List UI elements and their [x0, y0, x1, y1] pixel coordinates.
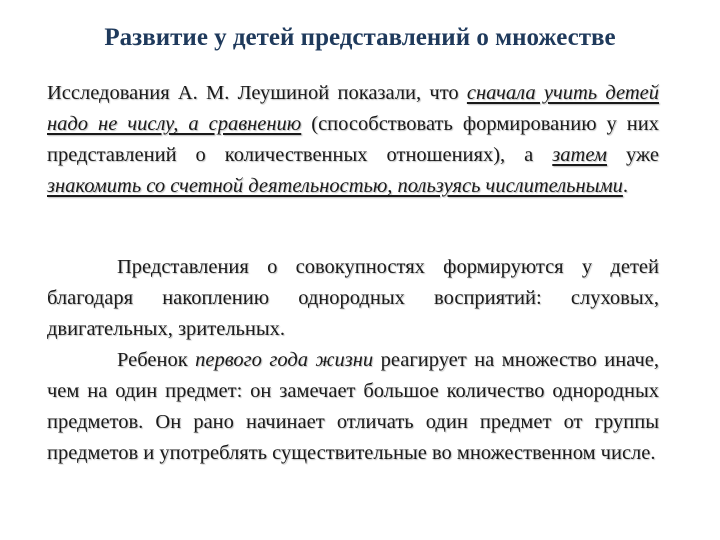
emphasis-underlined: знакомить со счетной деятельностью, пользуясь числительными: [47, 175, 623, 197]
text-segment: Ребенок: [117, 349, 196, 371]
text-segment: .: [622, 175, 629, 197]
emphasis-italic: первого года жизни: [195, 349, 374, 371]
paragraph-leushina: [47, 78, 659, 202]
text-segment: Исследования А. М. Леушиной показали, что: [47, 82, 467, 104]
text-segment: (способствовать формированию у них представлений о количественных отношениях), а: [47, 113, 659, 166]
text-segment: реагирует на множество иначе, чем на один предмет: он замечает большое количество однородных предметов. Он рано начинает отличать один предмет от группы предметов и употреблять существительные во множественном числе.: [47, 349, 660, 464]
emphasis-underlined: сначала учить детей надо не числу, а сравнению: [47, 82, 659, 135]
slide-title: Развитие у детей представлений о множестве: [104, 24, 616, 51]
text-segment: уже: [607, 144, 659, 166]
paragraph-perception: Представления о совокупностях формируются у детей благодаря накоплению однородных восприятий: слуховых, двигательных, зрительных.: [47, 256, 659, 340]
text-body: [47, 252, 659, 469]
paragraph-first-year: [47, 345, 659, 469]
emphasis-underlined: затем: [552, 144, 607, 166]
